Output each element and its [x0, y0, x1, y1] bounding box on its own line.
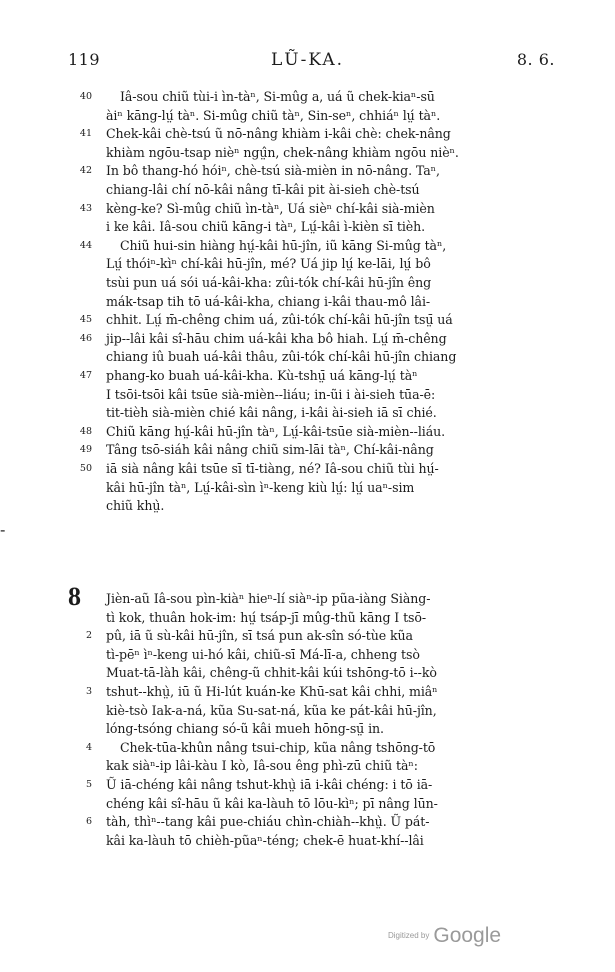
chapter-number: 8 [68, 582, 81, 611]
text-line: tshut--khṳ̀, iū ũ Hi-lút kuán-ke Khū-sat kâi chhi, miâⁿ [106, 684, 438, 699]
verse-number: 45 [79, 314, 92, 326]
watermark-google-logo: Google [433, 924, 502, 947]
text-line: i ke kâi. Iâ-sou chiũ kāng-i tàⁿ, Lṳ́-kâi ì-kièn sī tièh. [106, 219, 426, 235]
text-line: chiang iû buah uá-kâi thâu, zûi-tók chí-kâi hū-jîn chiang [106, 349, 457, 365]
text-line: kèng-ke? Sì-mûg chiũ ìn-tàⁿ, Uá sièⁿ chí-kâi sià-mièn [106, 200, 435, 216]
text-line: iā sià nâng kâi tsūe sī tī-tiàng, né? Iâ-sou chiũ tùi hṳ́- [106, 461, 439, 476]
verse-number: 47 [79, 370, 92, 381]
text-line: Chek-kâi chè-tsú ũ nō-nâng khiàm i-kâi chè: chek-nâng [106, 126, 451, 142]
text-line: chiũ khṳ̀. [106, 498, 165, 514]
text-line: mák-tsap tih tō uá-kâi-kha, chiang i-kâi thau-mô lâi- [106, 293, 431, 309]
verse-number: 41 [79, 128, 92, 140]
running-title: LŨ-KA. [270, 50, 345, 70]
text-line: tsùi pun uá sói uá-kâi-kha: zûi-tók chí-kâi hū-jîn êng [106, 275, 432, 290]
verse-number: 2 [85, 630, 92, 642]
verse-number: 42 [79, 165, 92, 177]
verse-number: 40 [79, 91, 92, 102]
text-line: lóng-tsóng chiang só-ũ kâi mueh hōng-sṳ̄ in. [106, 721, 384, 737]
margin-mark: - [0, 520, 6, 539]
chapter-reference: 8. 6. [516, 50, 555, 69]
verse-number: 5 [85, 779, 92, 790]
text-line: chéng kâi sî-hāu ũ kâi ka-làuh tō lōu-kìⁿ; pī nâng lūn- [106, 795, 438, 811]
text-line: àiⁿ kāng-lṳ́ tàⁿ. Si-mûg chiũ tàⁿ, Sin-seⁿ, chhiáⁿ lṳ́ tàⁿ. [106, 107, 441, 123]
text-line: Jièn-aũ Iâ-sou pìn-kiàⁿ hieⁿ-lí siàⁿ-ip pũa-iàng Siàng- [106, 591, 431, 606]
text-line: pû, iā ũ sù-kâi hū-jîn, sī tsá pun ak-sîn só-tùe kũa [106, 628, 413, 644]
verse-number: 48 [79, 425, 92, 437]
text-line: kâi hū-jîn tàⁿ, Lṳ́-kâi-sìn ìⁿ-keng kiù lṳ́: lṳ́ uaⁿ-sim [106, 479, 415, 495]
text-line: Chiũ hui-sin hiàng hṳ́-kâi hū-jîn, iũ kāng Si-mûg tàⁿ, [120, 237, 447, 253]
text-line: Muat-tā-làh kâi, chêng-ũ chhit-kâi kúi tshōng-tō i--kò [106, 665, 437, 681]
text-line: In bô thang-hó hóiⁿ, chè-tsú sià-mièn in nō-nâng. Taⁿ, [106, 163, 440, 179]
text-line: Chiũ kāng hṳ́-kâi hū-jîn tàⁿ, Lṳ́-kâi-tsūe sià-mièn--liáu. [106, 423, 446, 439]
text-line: kak siàⁿ-ip lâi-kàu I kò, Iâ-sou êng phì-zū chiũ tàⁿ: [106, 758, 418, 774]
text-line: Ũ iā-chéng kâi nâng tshut-khṳ̀ iā i-kâi chéng: i tō iā- [106, 777, 433, 792]
verse-number: 4 [85, 741, 92, 753]
text-line: Iâ-sou chiũ tùi-i ìn-tàⁿ, Si-mûg a, uá ũ chek-kiaⁿ-sū [120, 89, 435, 104]
verse-number: 49 [79, 444, 92, 456]
text-line: tàh, thìⁿ--tang kâi pue-chiáu chìn-chiàh--khṳ̀. Ũ pát- [106, 814, 430, 830]
verse-number: 46 [79, 332, 92, 344]
digitized-watermark [388, 924, 501, 948]
text-line: Chek-tūa-khûn nâng tsui-chip, kũa nâng tshōng-tō [120, 739, 436, 755]
verse-number: 50 [79, 463, 92, 474]
verse-number: 43 [79, 202, 92, 214]
text-line: Tâng tsō-siáh kâi nâng chiũ sim-lāi tàⁿ, Chí-kâi-nâng [106, 442, 434, 458]
verse-number: 6 [85, 816, 92, 828]
text-line: chiang-lâi chí nō-kâi nâng tī-kâi pit ài-sieh chè-tsú [106, 182, 420, 197]
watermark-small: Digitized by [388, 931, 430, 940]
text-line: khiàm ngōu-tsap nièⁿ ngṳ̂n, chek-nâng khiàm ngōu nièⁿ. [106, 144, 459, 160]
page-number: 119 [68, 50, 101, 69]
text-line: tì kok, thuân hok-im: hṳ́ tsáp-jī mûg-thũ kāng I tsō- [106, 609, 427, 625]
verse-number: 44 [79, 239, 92, 251]
text-line: kâi ka-làuh tō chièh-pũaⁿ-téng; chek-ē huat-khí--lâi [106, 832, 424, 848]
verse-number: 3 [85, 686, 92, 697]
text-line: Lṳ́ thóiⁿ-kìⁿ chí-kâi hū-jîn, mé? Uá jip lṳ́ ke-lāi, lṳ́ bô [106, 256, 431, 272]
text-line: phang-ko buah uá-kâi-kha. Kù-tshṳ̄ uá kāng-lṳ́ tàⁿ [106, 368, 418, 383]
text-line: chhit. Lṳ́ m̄-chêng chim uá, zûi-tók chí-kâi hū-jîn tsṳ̄ uá [106, 312, 453, 328]
text-line: tì-pēⁿ ìⁿ-keng ui-hó kâi, chiũ-sī Má-lī-a, chheng tsò [106, 646, 420, 662]
text-line: jip--lâi kâi sî-hāu chim uá-kâi kha bô hiah. Lṳ́ m̄-chêng [106, 330, 447, 346]
text-line: tit-tièh sià-mièn chié kâi nâng, i-kâi ài-sieh iā sī chié. [106, 405, 437, 421]
text-line: I tsōi-tsōi kâi tsūe sià-mièn--liáu; in-ũi i ài-sieh tūa-ē: [106, 386, 436, 402]
text-line: kiè-tsò Iak-a-ná, kũa Su-sat-ná, kũa ke pát-kâi hū-jîn, [106, 702, 437, 718]
